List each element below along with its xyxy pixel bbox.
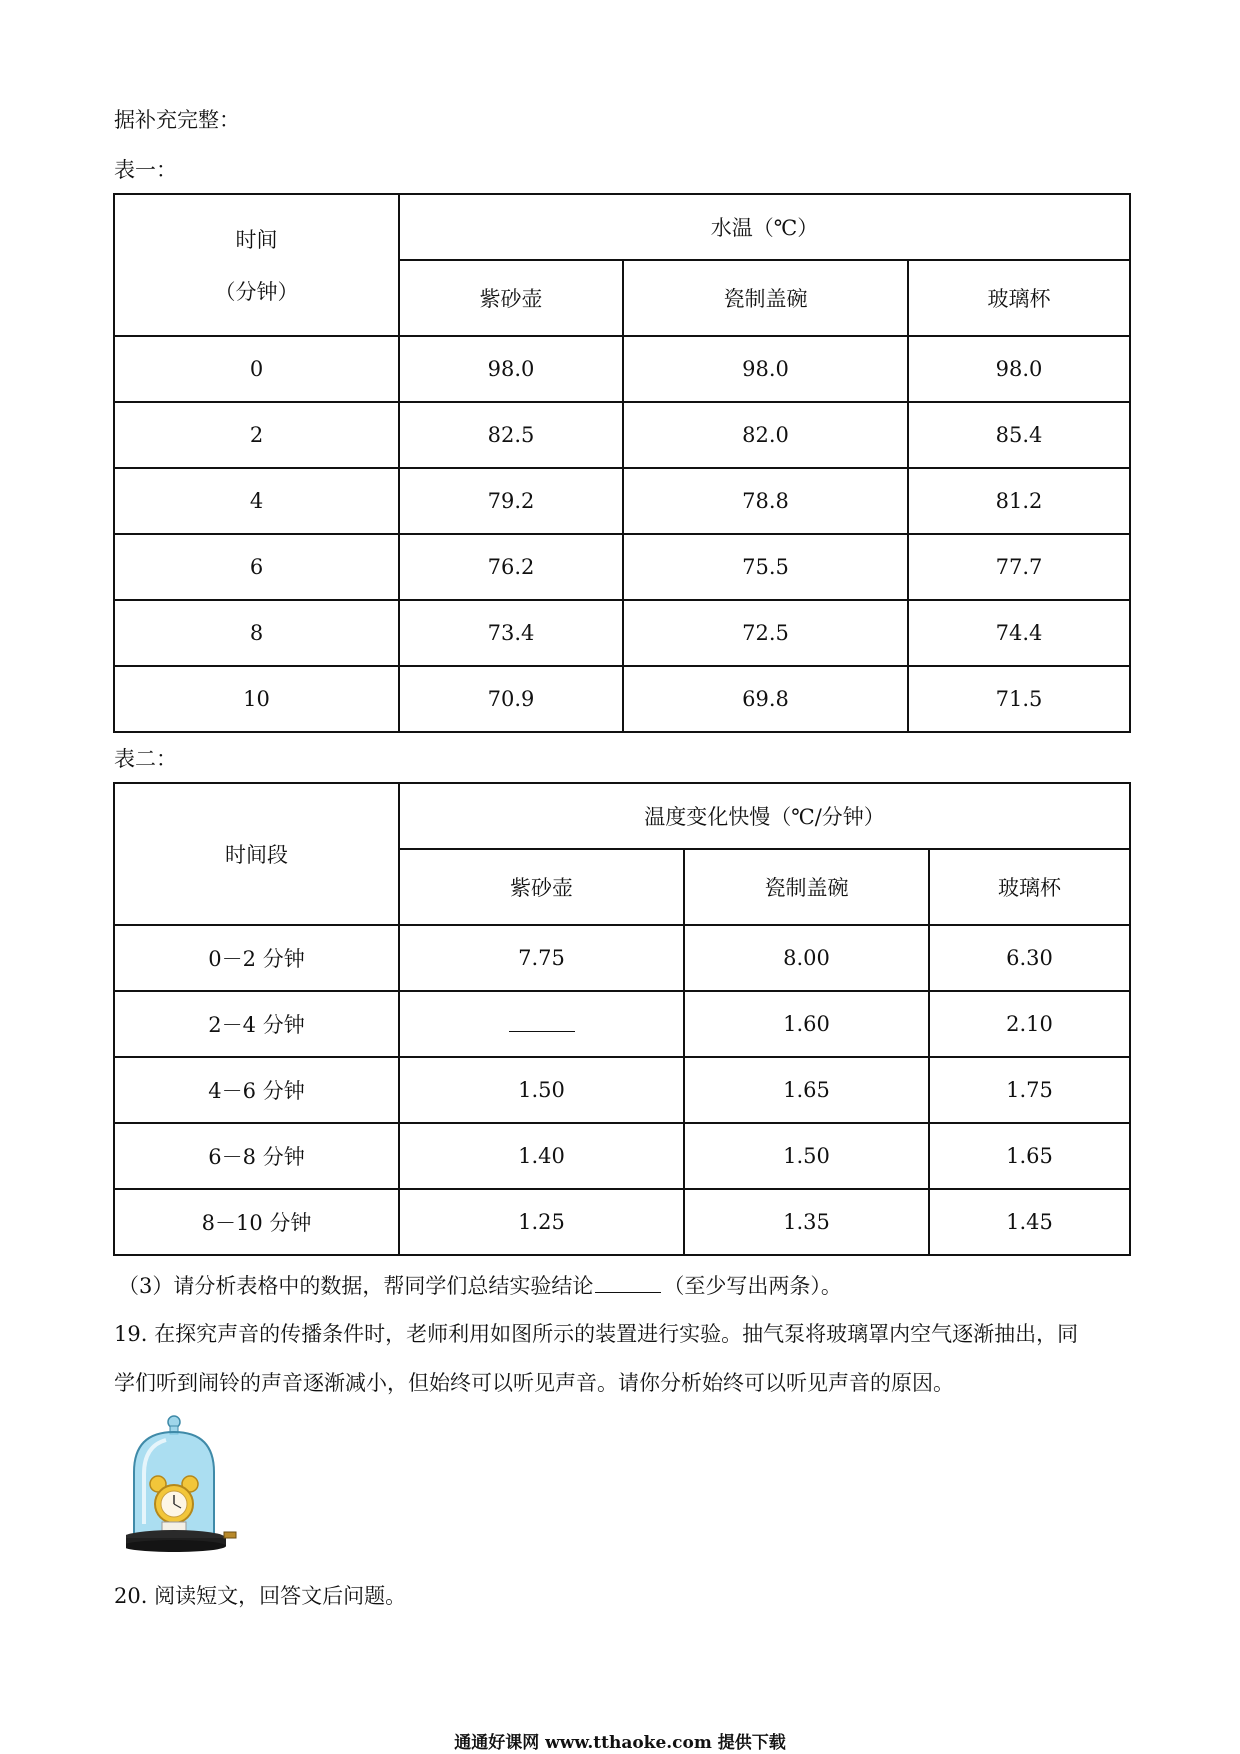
table-row <box>114 600 1130 666</box>
table-row <box>114 1123 1130 1189</box>
table-row <box>114 468 1130 534</box>
question-19-line2: 学们听到闹铃的声音逐渐减小，但始终可以听见声音。请你分析始终可以听见声音的原因。 <box>114 1371 954 1395</box>
table1-col-header: 玻璃杯 <box>908 260 1130 336</box>
table-row <box>114 336 1130 402</box>
base-plate-bottom <box>126 1540 226 1552</box>
table-cell: 71.5 <box>908 666 1130 732</box>
table2-row-header: 时间段 <box>114 783 399 925</box>
table1-row-header-line2: （分钟） <box>214 280 299 304</box>
answer-blank[interactable] <box>509 1011 575 1032</box>
table-cell: 1.60 <box>684 991 929 1057</box>
table2-col-header: 瓷制盖碗 <box>684 849 929 925</box>
table-cell: 6－8 分钟 <box>114 1123 399 1189</box>
table-cell: 1.75 <box>929 1057 1130 1123</box>
table-cell: 1.50 <box>684 1123 929 1189</box>
table-cell: 81.2 <box>908 468 1130 534</box>
table-cell: 7.75 <box>399 925 684 991</box>
table-cell: 74.4 <box>908 600 1130 666</box>
table-cell: 70.9 <box>399 666 623 732</box>
bell-jar-figure <box>126 1414 238 1554</box>
table-cell: 76.2 <box>399 534 623 600</box>
table-cell: 1.40 <box>399 1123 684 1189</box>
table-cell: 8－10 分钟 <box>114 1189 399 1255</box>
footer-text: 通通好课网 www.tthaoke.com 提供下载 <box>454 1733 786 1753</box>
table1-group-header: 水温（℃） <box>399 194 1130 260</box>
table-row <box>114 1057 1130 1123</box>
table-cell: 0－2 分钟 <box>114 925 399 991</box>
table-cell: 1.45 <box>929 1189 1130 1255</box>
table-cell: 1.65 <box>929 1123 1130 1189</box>
table-row <box>114 1189 1130 1255</box>
question-19-line1: 19. 在探究声音的传播条件时，老师利用如图所示的装置进行实验。抽气泵将玻璃罩内空气逐渐抽出，同 <box>114 1322 1079 1346</box>
table-cell: 0 <box>114 336 399 402</box>
table-cell: 79.2 <box>399 468 623 534</box>
table-cell: 2 <box>114 402 399 468</box>
table-cell: 8.00 <box>684 925 929 991</box>
intro-text: 据补充完整： <box>114 108 240 132</box>
table-row <box>114 534 1130 600</box>
answer-blank[interactable] <box>595 1274 661 1293</box>
table-cell: 82.5 <box>399 402 623 468</box>
table2-col-header: 玻璃杯 <box>929 849 1130 925</box>
table-cell: 6.30 <box>929 925 1130 991</box>
table-cell: 2.10 <box>929 991 1130 1057</box>
table-cell: 10 <box>114 666 399 732</box>
table1-caption: 表一： <box>114 158 177 182</box>
table2-group-header: 温度变化快慢（℃/分钟） <box>399 783 1130 849</box>
table-cell: 8 <box>114 600 399 666</box>
question-3-suffix: （至少写出两条）。 <box>663 1274 842 1298</box>
question-3-text: （3）请分析表格中的数据，帮同学们总结实验结论 <box>118 1274 594 1298</box>
table-row <box>114 991 1130 1057</box>
table-cell: 6 <box>114 534 399 600</box>
table-cell: 4 <box>114 468 399 534</box>
table-cell: 98.0 <box>908 336 1130 402</box>
table-cell: 98.0 <box>399 336 623 402</box>
question-20: 20. 阅读短文，回答文后问题。 <box>114 1584 407 1608</box>
table-cell: 69.8 <box>623 666 908 732</box>
table-cell: 78.8 <box>623 468 908 534</box>
table-cell: 75.5 <box>623 534 908 600</box>
table-row <box>114 925 1130 991</box>
table-row <box>114 402 1130 468</box>
table1 <box>113 193 1131 733</box>
table-cell: 1.50 <box>399 1057 684 1123</box>
air-valve-icon <box>224 1532 236 1538</box>
table-cell: 72.5 <box>623 600 908 666</box>
table-cell: 77.7 <box>908 534 1130 600</box>
table-cell: 4－6 分钟 <box>114 1057 399 1123</box>
table1-col-header: 紫砂壶 <box>399 260 623 336</box>
table-cell: 85.4 <box>908 402 1130 468</box>
table-cell: 1.65 <box>684 1057 929 1123</box>
table2-col-header: 紫砂壶 <box>399 849 684 925</box>
table2-caption: 表二： <box>114 747 177 771</box>
table-cell: 98.0 <box>623 336 908 402</box>
table-cell: 73.4 <box>399 600 623 666</box>
question-3 <box>118 1273 842 1299</box>
table2 <box>113 782 1131 1256</box>
table-cell: 1.25 <box>399 1189 684 1255</box>
table-cell: 82.0 <box>623 402 908 468</box>
table1-row-header-line1: 时间 <box>235 228 278 252</box>
table-row <box>114 666 1130 732</box>
table1-col-header: 瓷制盖碗 <box>623 260 908 336</box>
table-cell-blank[interactable] <box>399 991 684 1057</box>
table1-row-header <box>114 194 399 336</box>
table-cell: 2－4 分钟 <box>114 991 399 1057</box>
table-cell: 1.35 <box>684 1189 929 1255</box>
